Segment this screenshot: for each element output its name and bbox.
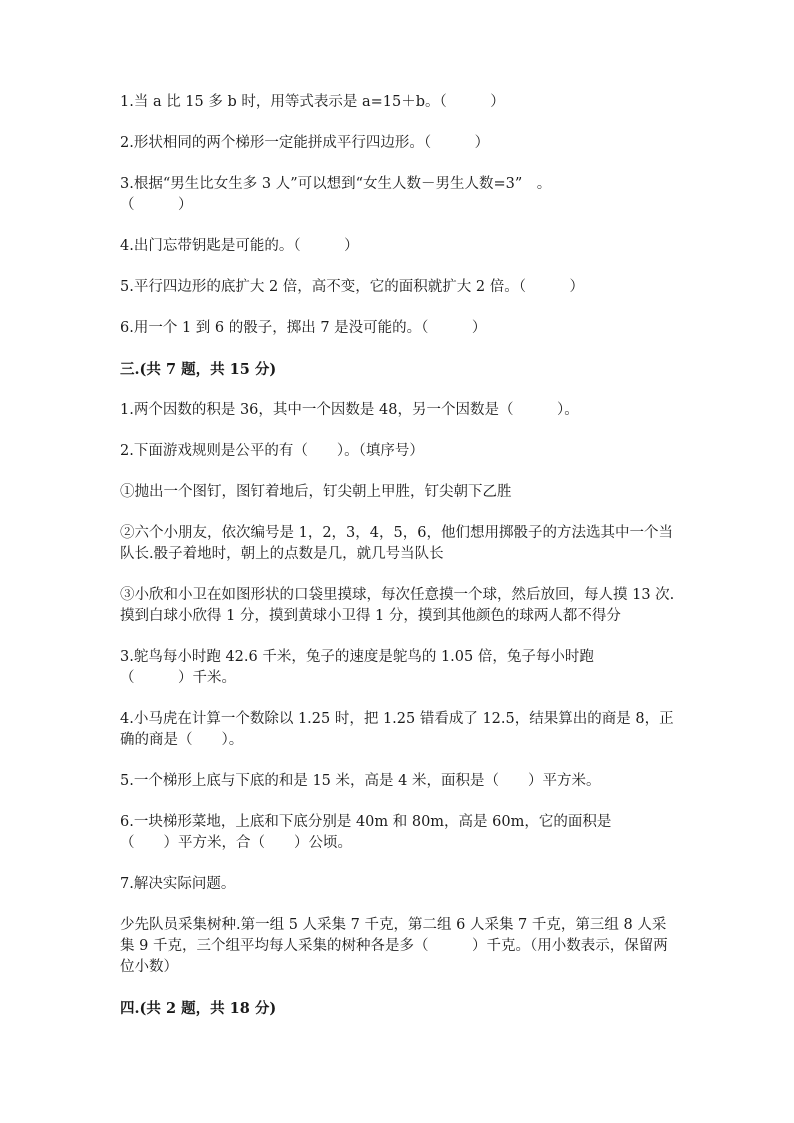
fill-question-5: 5.一个梯形上底与下底的和是 15 米，高是 4 米，面积是（ ）平方米。 [120,773,601,789]
judge-question-3: 3.根据“男生比女生多 3 人”可以想到“女生人数－男生人数=3” 。 （ ） [120,176,552,213]
judge-question-2: 2.形状相同的两个梯形一定能拼成平行四边形。（ ） [120,135,490,151]
judge-question-1: 1.当 a 比 15 多 b 时，用等式表示是 a=15＋b。（ ） [120,94,505,110]
judge-question-6: 6.用一个 1 到 6 的骰子，掷出 7 是没可能的。（ ） [120,320,487,336]
section-3-title: 三.(共 7 题，共 15 分) [120,361,277,378]
exam-page [120,92,680,1039]
section-4-title: 四.(共 2 题，共 18 分) [120,1000,277,1017]
fill-question-2: 2.下面游戏规则是公平的有（ ）。（填序号） [120,443,424,459]
fill-question-2-option-2: ②六个小朋友，依次编号是 1，2，3，4，5，6，他们想用掷骰子的方法选其中一个当队长.骰子着地时，朝上的点数是几，就几号当队长 [120,525,673,562]
fill-question-2-option-1: ①抛出一个图钉，图钉着地后，钉尖朝上甲胜，钉尖朝下乙胜 [120,484,512,500]
judge-question-5: 5.平行四边形的底扩大 2 倍，高不变，它的面积就扩大 2 倍。（ ） [120,279,584,295]
fill-question-7: 7.解决实际问题。 [120,876,236,892]
fill-question-7-body: 少先队员采集树种.第一组 5 人采集 7 千克，第二组 6 人采集 7 千克，第三组 8 人采集 9 千克，三个组平均每人采集的树种各是多（ ）千克。（用小数表示，保留两位小数） [120,917,668,975]
fill-question-6: 6.一块梯形菜地，上底和下底分别是 40m 和 80m，高是 60m，它的面积是 （ ）平方米，合（ ）公顷。 [120,814,612,851]
fill-question-1: 1.两个因数的积是 36，其中一个因数是 48，另一个因数是（ ）。 [120,402,579,418]
judge-question-4: 4.出门忘带钥匙是可能的。（ ） [120,238,359,254]
fill-question-4: 4.小马虎在计算一个数除以 1.25 时，把 1.25 错看成了 12.5，结果算出的商是 8，正确的商是（ ）。 [120,711,674,748]
fill-question-3: 3.鸵鸟每小时跑 42.6 千米，兔子的速度是鸵鸟的 1.05 倍，兔子每小时跑 （ ）千米。 [120,649,594,686]
fill-question-2-option-3: ③小欣和小卫在如图形状的口袋里摸球，每次任意摸一个球，然后放回，每人摸 13 次.摸到白球小欣得 1 分，摸到黄球小卫得 1 分，摸到其他颜色的球两人都不得分 [120,587,675,624]
